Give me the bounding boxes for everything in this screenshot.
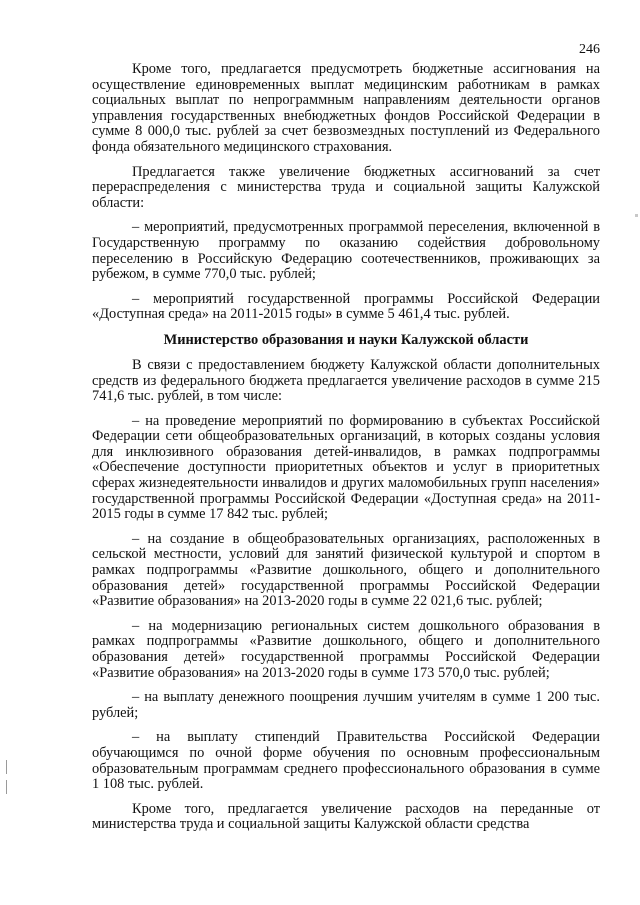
list-item: – на проведение мероприятий по формированию в субъектах Российской Федерации сети общеобразовательных организаций, в которых созданы условия для инклюзивного образования детей-инвалидов, в рамках подпрограммы «Обеспечение доступности приоритетных объектов и услуг в приоритетных сферах жизнедеятельности инвалидов и других маломобильных групп населения» государственной программы Российской Федерации «Доступная среда» на 2011-2015 годы в сумме 17 842 тыс. рублей;: [92, 412, 600, 523]
list-item: – на модернизацию региональных систем дошкольного образования в рамках подпрограммы «Развитие дошкольного, общего и дополнительного образования детей» государственной программы Российской Федерации «Развитие образования» на 2013-2020 годы в сумме 173 570,0 тыс. рублей;: [92, 617, 600, 681]
scan-margin-mark: [6, 780, 7, 794]
paragraph: Кроме того, предлагается предусмотреть бюджетные ассигнования на осуществление единовременных выплат медицинским работникам в рамках социальных выплат по непрограммным направлениям деятельности органов управления государственных внебюджетных фондов Российской Федерации в сумме 8 000,0 тыс. рублей за счет безвозмездных поступлений из Федерального фонда обязательного медицинского страхования.: [92, 61, 600, 155]
scan-margin-mark: [6, 760, 7, 774]
list-item: – на создание в общеобразовательных организациях, расположенных в сельской местности, условий для занятий физической культурой и спортом в рамках подпрограммы «Развитие дошкольного, общего и дополнительного образования детей» государственной программы Российской Федерации «Развитие образования» на 2013-2020 годы в сумме 22 021,6 тыс. рублей;: [92, 530, 600, 610]
list-item: – на выплату денежного поощрения лучшим учителям в сумме 1 200 тыс. рублей;: [92, 689, 600, 721]
list-item: – на выплату стипендий Правительства Российской Федерации обучающимся по очной форме обучения по основным профессиональным образовательным программам среднего профессионального образования в сумме 1 108 тыс. рублей.: [92, 729, 600, 793]
list-item: – мероприятий, предусмотренных программой переселения, включенной в Государственную программу по оказанию содействия добровольному переселению в Российскую Федерацию соотечественников, проживающих за рубежом, в сумме 770,0 тыс. рублей;: [92, 219, 600, 283]
section-heading: Министерство образования и науки Калужской области: [163, 331, 529, 348]
paragraph: Предлагается также увеличение бюджетных ассигнований за счет перераспределения с министерства труда и социальной защиты Калужской области:: [92, 163, 600, 211]
page-number: 246: [579, 42, 600, 57]
scan-artifact: [635, 214, 638, 217]
paragraph: Кроме того, предлагается увеличение расходов на переданные от министерства труда и социальной защиты Калужской области средства: [92, 800, 600, 833]
list-item: – мероприятий государственной программы Российской Федерации «Доступная среда» на 2011-2015 годы» в сумме 5 461,4 тыс. рублей.: [92, 290, 600, 323]
document-body: [92, 62, 600, 842]
paragraph: В связи с предоставлением бюджету Калужской области дополнительных средств из федерального бюджета предлагается увеличение расходов в сумме 215 741,6 тыс. рублей, в том числе:: [92, 356, 600, 405]
